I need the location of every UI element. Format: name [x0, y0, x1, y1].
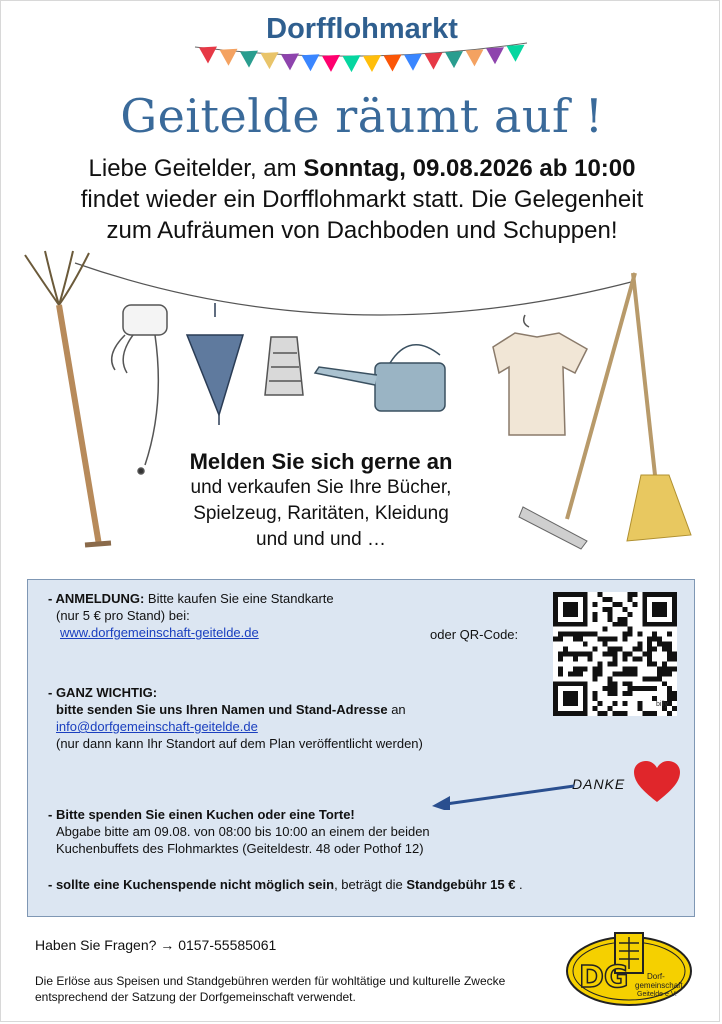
kuchen-line1: Abgabe bitte am 09.08. von 08:00 bis 10:00 an einem der beiden	[56, 824, 430, 839]
bunting-flag	[281, 53, 299, 70]
logo-letter-d: DG	[579, 960, 629, 995]
logo-text2: gemeinschaft	[635, 981, 683, 990]
register-line3: und und und …	[256, 529, 386, 550]
kuchen-text: - Bitte spenden Sie einen Kuchen oder eine Torte!	[48, 807, 355, 822]
broom-icon	[627, 273, 691, 541]
bunting-flag	[445, 51, 463, 68]
intro-line2: findet wieder ein Dorfflohmarkt statt. Die Gelegenheit	[80, 186, 644, 213]
gebuehr-mid: , beträgt die	[334, 877, 407, 892]
register-line1: und verkaufen Sie Ihre Bücher,	[190, 477, 452, 498]
intro-text	[21, 153, 703, 246]
logo-text1: Dorf-	[647, 972, 665, 981]
bunting-flag	[322, 55, 340, 72]
bunting-flag	[261, 52, 279, 69]
bunting-flag	[466, 49, 484, 66]
pitchfork-icon	[25, 251, 111, 545]
bunting-flag	[363, 55, 381, 72]
event-date: Sonntag, 09.08.2026 ab 10:00	[303, 155, 636, 182]
bunting-flag	[404, 54, 422, 71]
intro-line1-pre: Liebe Geitelder, am	[88, 155, 304, 182]
register-callout	[151, 449, 491, 553]
bunting-flag	[343, 55, 361, 72]
arrow-icon	[428, 780, 578, 810]
contact-question: Haben Sie Fragen? → 0157-55585061	[35, 937, 277, 953]
qr-credit: billy	[656, 701, 669, 708]
event-title: Dorfflohmarkt	[266, 13, 458, 45]
gebuehr-end: .	[515, 877, 523, 892]
bunting-flag	[220, 49, 238, 66]
info-box	[27, 579, 695, 917]
register-lead: Melden Sie sich gerne an	[189, 449, 453, 474]
anmeldung-text: Bitte kaufen Sie eine Standkarte	[144, 591, 334, 606]
anmeldung-section	[48, 590, 334, 641]
bunting-flag	[302, 54, 320, 71]
wichtig-section	[48, 684, 423, 752]
grater-icon	[265, 337, 303, 395]
bunting-flag	[240, 51, 258, 68]
email-link[interactable]: info@dorfgemeinschaft-geitelde.de	[56, 719, 258, 734]
gebuehr-section	[48, 876, 523, 893]
main-headline: Geitelde räumt auf !	[120, 89, 604, 143]
bunting-flag	[425, 53, 443, 70]
anmeldung-label: - ANMELDUNG:	[48, 591, 145, 606]
umbrella-icon	[187, 303, 243, 425]
dorfgemeinschaft-logo	[565, 929, 693, 1009]
danke-text: DANKE	[572, 776, 626, 792]
anmeldung-price: (nur 5 € pro Stand) bei:	[56, 608, 190, 623]
kuchen-section	[48, 806, 430, 857]
gebuehr-text1: - sollte eine Kuchenspende nicht möglich sein	[48, 877, 335, 892]
website-link[interactable]: www.dorfgemeinschaft-geitelde.de	[60, 625, 259, 640]
heart-icon	[632, 760, 682, 804]
wichtig-label: - GANZ WICHTIG:	[48, 685, 158, 700]
footer-note: Die Erlöse aus Speisen und Standgebühren werden für wohltätige und kulturelle Zwecke entsprechend der Satzung der Dorfgemeinschaft verwendet.	[35, 974, 506, 1004]
intro-line3: zum Aufräumen von Dachboden und Schuppen!	[106, 217, 618, 244]
wichtig-text: bitte senden Sie uns Ihren Namen und Stand-Adresse	[56, 702, 388, 717]
kuchen-line2: Kuchenbuffets des Flohmarktes (Geiteldestr. 48 oder Pothof 12)	[56, 841, 424, 856]
register-line2: Spielzeug, Raritäten, Kleidung	[193, 503, 449, 524]
wichtig-an: an	[387, 702, 406, 717]
wichtig-note: (nur dann kann Ihr Standort auf dem Plan veröffentlicht werden)	[56, 736, 423, 751]
watering-can-icon	[315, 345, 445, 411]
gebuehr-amount: Standgebühr 15 €	[406, 877, 516, 892]
bunting-flag	[199, 46, 217, 63]
qr-code-label: oder QR-Code:	[430, 627, 519, 642]
t-shirt-icon	[493, 315, 587, 435]
bunting-flag	[486, 47, 504, 64]
bunting-decoration	[191, 39, 531, 89]
bunting-flag	[384, 55, 402, 72]
bunting-flag	[507, 45, 525, 62]
logo-text3: Geitelde e.V.	[637, 991, 677, 998]
